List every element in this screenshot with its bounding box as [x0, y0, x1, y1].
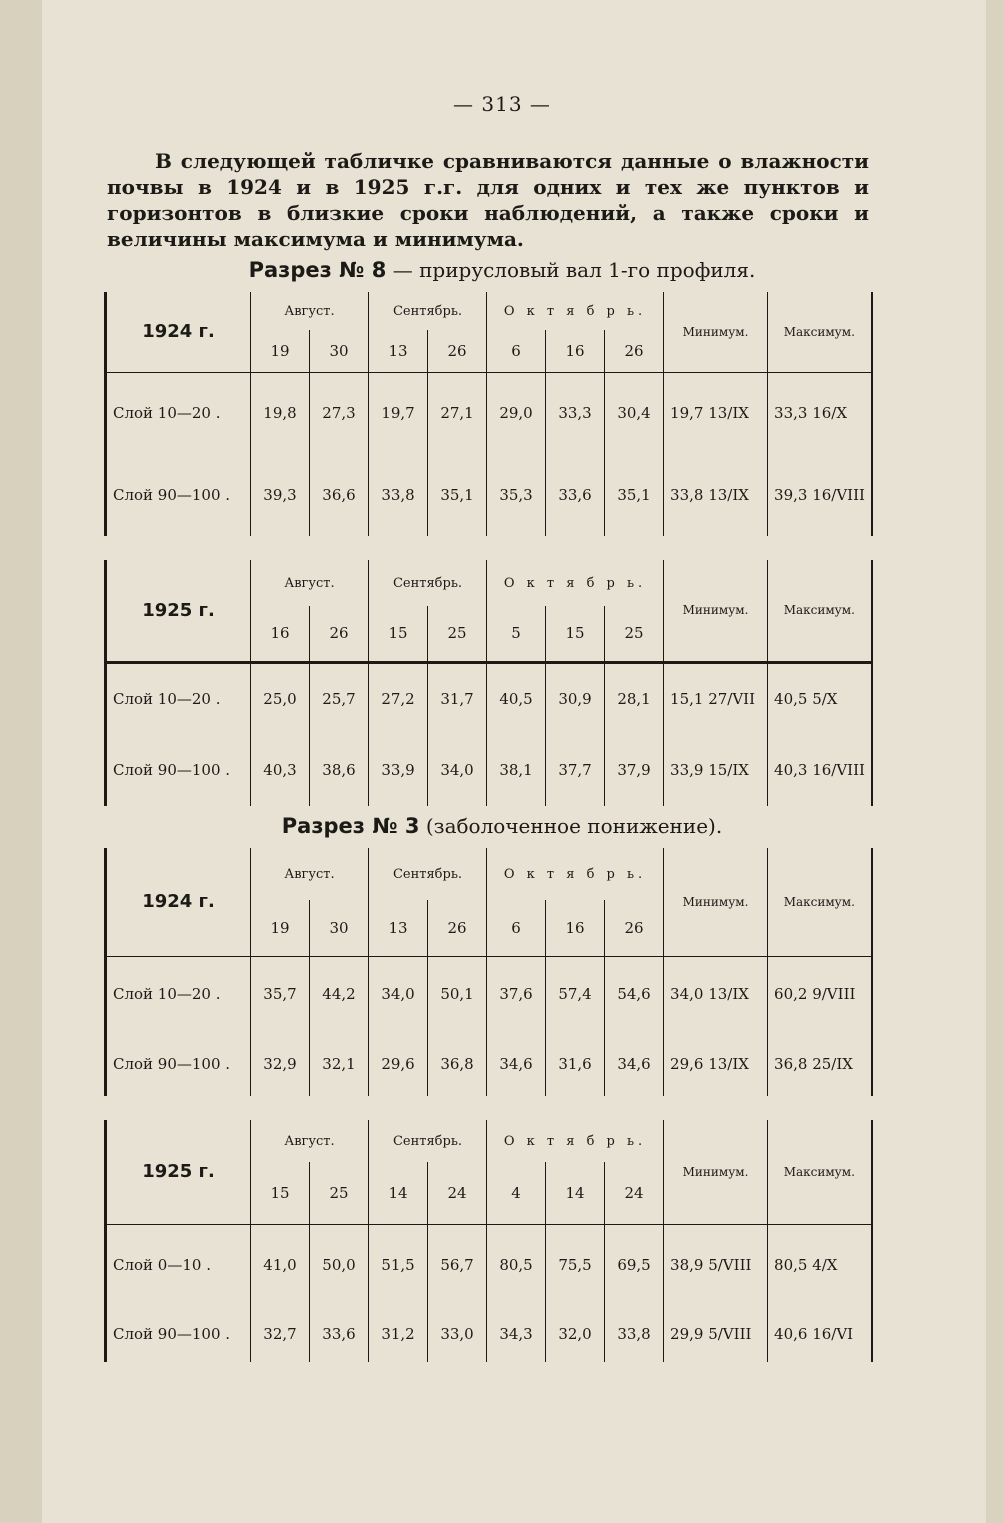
value-cell: 51,5: [369, 1224, 428, 1306]
value-cell: 34,6: [487, 1032, 546, 1096]
table-row: [106, 1306, 872, 1362]
value-cell: 50,0: [310, 1224, 369, 1306]
section-title-8: [0, 258, 1004, 282]
value-cell: 38,6: [310, 734, 369, 806]
intro-text: В следующей табличке сравниваются данные о влажности почвы в 1924 и в 1925 г.г. для одних и тех же пунктов и горизонтов в близкие сроки наблюдений, а также сроки и величины максимума и минимума.: [107, 149, 869, 251]
value-cell: 27,3: [310, 372, 369, 454]
value-cell: 41,0: [251, 1224, 310, 1306]
day-cell: 26: [605, 330, 664, 372]
day-cell: 30: [310, 900, 369, 956]
value-cell: 19,7: [369, 372, 428, 454]
day-cell: 13: [369, 330, 428, 372]
value-cell: 75,5: [546, 1224, 605, 1306]
min-cell: 15,1 27/VII: [664, 662, 768, 734]
table-year: 1925 г.: [106, 1120, 251, 1224]
value-cell: 36,8: [428, 1032, 487, 1096]
value-cell: 19,8: [251, 372, 310, 454]
value-cell: 54,6: [605, 956, 664, 1032]
header-minimum: Минимум.: [664, 1120, 768, 1224]
header-september: Сентябрь.: [369, 292, 487, 330]
min-cell: 34,0 13/IX: [664, 956, 768, 1032]
table-year: 1924 г.: [106, 292, 251, 372]
row-label: Слой 90—100 .: [113, 486, 231, 504]
value-cell: 56,7: [428, 1224, 487, 1306]
value-cell: 40,3: [251, 734, 310, 806]
header-maximum: Максимум.: [768, 1120, 872, 1224]
section-title-8-rest: — прирусловый вал 1-го профиля.: [392, 258, 756, 282]
section-title-3-rest: (заболоченное понижение).: [425, 814, 723, 838]
header-maximum: Максимум.: [768, 848, 872, 956]
value-cell: 50,1: [428, 956, 487, 1032]
value-cell: 29,6: [369, 1032, 428, 1096]
row-label: Слой 0—10 .: [113, 1256, 211, 1275]
max-cell: 60,2 9/VIII: [768, 956, 872, 1032]
day-cell: 19: [251, 900, 310, 956]
day-cell: 26: [428, 900, 487, 956]
header-october: О к т я б р ь.: [487, 560, 664, 606]
value-cell: 25,7: [310, 662, 369, 734]
header-october: О к т я б р ь.: [487, 292, 664, 330]
value-cell: 32,1: [310, 1032, 369, 1096]
day-cell: 26: [428, 330, 487, 372]
section-title-8-bold: Разрез № 8: [248, 258, 387, 282]
max-cell: 33,3 16/X: [768, 372, 872, 454]
table-1924-section3: [104, 848, 873, 1096]
day-cell: 16: [546, 330, 605, 372]
day-cell: 14: [546, 1162, 605, 1224]
value-cell: 35,1: [428, 454, 487, 536]
value-cell: 33,3: [546, 372, 605, 454]
day-cell: 16: [251, 606, 310, 662]
day-cell: 13: [369, 900, 428, 956]
header-august: Август.: [251, 560, 369, 606]
value-cell: 80,5: [487, 1224, 546, 1306]
intro-paragraph: [107, 148, 869, 252]
value-cell: 34,6: [605, 1032, 664, 1096]
value-cell: 57,4: [546, 956, 605, 1032]
day-cell: 15: [546, 606, 605, 662]
table-1925-section8: [104, 560, 873, 806]
value-cell: 38,1: [487, 734, 546, 806]
row-label: Слой 90—100 .: [113, 761, 231, 779]
header-august: Август.: [251, 292, 369, 330]
row-label: Слой 10—20 .: [113, 689, 221, 708]
table-row: [106, 454, 872, 536]
value-cell: 27,2: [369, 662, 428, 734]
header-august: Август.: [251, 848, 369, 900]
table-row: [106, 372, 872, 454]
value-cell: 39,3: [251, 454, 310, 536]
min-cell: 29,6 13/IX: [664, 1032, 768, 1096]
table-year: 1924 г.: [106, 848, 251, 956]
value-cell: 34,0: [369, 956, 428, 1032]
header-minimum: Минимум.: [664, 848, 768, 956]
value-cell: 35,1: [605, 454, 664, 536]
value-cell: 33,9: [369, 734, 428, 806]
max-cell: 36,8 25/IX: [768, 1032, 872, 1096]
row-label: Слой 10—20 .: [113, 404, 221, 423]
day-cell: 6: [487, 330, 546, 372]
max-cell: 40,5 5/X: [768, 662, 872, 734]
day-cell: 19: [251, 330, 310, 372]
day-cell: 30: [310, 330, 369, 372]
day-cell: 24: [605, 1162, 664, 1224]
value-cell: 35,7: [251, 956, 310, 1032]
table-row: [106, 1032, 872, 1096]
value-cell: 32,9: [251, 1032, 310, 1096]
table-1925-section3: [104, 1120, 873, 1362]
page-edge-left: [0, 0, 42, 1523]
value-cell: 29,0: [487, 372, 546, 454]
value-cell: 34,3: [487, 1306, 546, 1362]
day-cell: 14: [369, 1162, 428, 1224]
value-cell: 44,2: [310, 956, 369, 1032]
table-row: [106, 956, 872, 1032]
header-maximum: Максимум.: [768, 292, 872, 372]
value-cell: 37,7: [546, 734, 605, 806]
max-cell: 39,3 16/VIII: [768, 454, 872, 536]
value-cell: 33,8: [369, 454, 428, 536]
value-cell: 28,1: [605, 662, 664, 734]
value-cell: 34,0: [428, 734, 487, 806]
min-cell: 33,8 13/IX: [664, 454, 768, 536]
table-row: [106, 734, 872, 806]
section-title-3-bold: Разрез № 3: [281, 814, 420, 838]
value-cell: 33,6: [310, 1306, 369, 1362]
day-cell: 25: [428, 606, 487, 662]
day-cell: 15: [251, 1162, 310, 1224]
section-title-3: [0, 814, 1004, 838]
page-edge-right: [986, 0, 1004, 1523]
value-cell: 35,3: [487, 454, 546, 536]
max-cell: 40,6 16/VI: [768, 1306, 872, 1362]
day-cell: 5: [487, 606, 546, 662]
header-september: Сентябрь.: [369, 560, 487, 606]
row-label: Слой 90—100 .: [113, 1325, 231, 1343]
value-cell: 32,0: [546, 1306, 605, 1362]
value-cell: 33,0: [428, 1306, 487, 1362]
day-cell: 6: [487, 900, 546, 956]
header-minimum: Минимум.: [664, 560, 768, 662]
value-cell: 31,2: [369, 1306, 428, 1362]
row-label: Слой 90—100 .: [113, 1055, 231, 1073]
value-cell: 32,7: [251, 1306, 310, 1362]
day-cell: 15: [369, 606, 428, 662]
value-cell: 36,6: [310, 454, 369, 536]
header-august: Август.: [251, 1120, 369, 1162]
header-september: Сентябрь.: [369, 1120, 487, 1162]
header-maximum: Максимум.: [768, 560, 872, 662]
value-cell: 30,9: [546, 662, 605, 734]
table-1924-section8: [104, 292, 873, 536]
day-cell: 25: [605, 606, 664, 662]
day-cell: 16: [546, 900, 605, 956]
min-cell: 33,9 15/IX: [664, 734, 768, 806]
header-minimum: Минимум.: [664, 292, 768, 372]
value-cell: 27,1: [428, 372, 487, 454]
max-cell: 40,3 16/VIII: [768, 734, 872, 806]
value-cell: 31,7: [428, 662, 487, 734]
header-october: О к т я б р ь.: [487, 1120, 664, 1162]
value-cell: 30,4: [605, 372, 664, 454]
value-cell: 33,6: [546, 454, 605, 536]
table-year: 1925 г.: [106, 560, 251, 662]
table-row: [106, 1224, 872, 1306]
header-october: О к т я б р ь.: [487, 848, 664, 900]
value-cell: 33,8: [605, 1306, 664, 1362]
value-cell: 37,6: [487, 956, 546, 1032]
value-cell: 69,5: [605, 1224, 664, 1306]
max-cell: 80,5 4/X: [768, 1224, 872, 1306]
value-cell: 31,6: [546, 1032, 605, 1096]
day-cell: 4: [487, 1162, 546, 1224]
min-cell: 19,7 13/IX: [664, 372, 768, 454]
table-row: [106, 662, 872, 734]
row-label: Слой 10—20 .: [113, 985, 221, 1004]
value-cell: 25,0: [251, 662, 310, 734]
min-cell: 38,9 5/VIII: [664, 1224, 768, 1306]
day-cell: 26: [605, 900, 664, 956]
header-september: Сентябрь.: [369, 848, 487, 900]
day-cell: 26: [310, 606, 369, 662]
min-cell: 29,9 5/VIII: [664, 1306, 768, 1362]
page-number: — 313 —: [453, 92, 551, 116]
value-cell: 37,9: [605, 734, 664, 806]
value-cell: 40,5: [487, 662, 546, 734]
day-cell: 25: [310, 1162, 369, 1224]
day-cell: 24: [428, 1162, 487, 1224]
